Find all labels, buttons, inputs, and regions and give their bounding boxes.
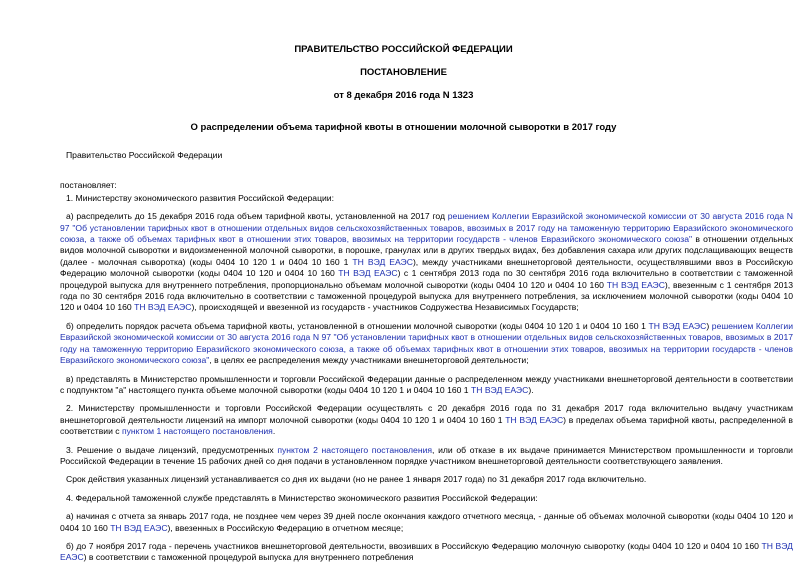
document-link[interactable]: ТН ВЭД ЕАЭС <box>606 279 665 290</box>
paragraph-government <box>60 150 793 161</box>
document-link[interactable]: ТН ВЭД ЕАЭС <box>648 320 707 331</box>
paragraph-text: ), ввезенным с 1 сентября 2013 года по 30 сентября 2016 года включительно в соответствии с таможенной процедурой выпуска для внутреннего потребления, за исключением молочной сыворотки (коды 0404 10 120 и 0404 10 160 <box>60 279 793 313</box>
document-body <box>60 150 793 564</box>
paragraph-text: Правительство Российской Федерации <box>66 150 223 160</box>
paragraph-text: 2. Министерству промышленности и торговли Российской Федерации осуществлять с 20 декабря 2016 года по 31 декабря 2017 года включительно выдачу участникам внешнеторговой деятельности лицензий на импорт молочной сыворотки (коды 0404 10 120 1 и 0404 10 160 1 <box>60 403 793 425</box>
paragraph-text: в) представлять в Министерство промышленности и торговли Российской Федерации данные о распределенном между участниками внешнеторговой деятельности в соответствии с подпунктом "а" настоящего пункта объеме молочной сыворотки (коды 0404 10 120 1 и 0404 10 160 1 <box>60 373 793 395</box>
document-link[interactable]: ТН ВЭД ЕАЭС <box>60 540 793 563</box>
paragraph-text: 4. Федеральной таможенной службе представлять в Министерство экономического развития Российской Федерации: <box>66 492 538 503</box>
paragraph-4 <box>60 493 793 504</box>
paragraph-text: ), происходящей и ввезенной из государств - участников Содружества Независимых Государств; <box>191 302 579 313</box>
paragraph-text: ), ввезенных в Российскую Федерацию в отчетном месяце; <box>167 522 404 533</box>
paragraph-1c <box>60 374 793 397</box>
paragraph-text: постановляет: <box>60 180 117 191</box>
document-link[interactable]: пунктом 1 настоящего постановления <box>121 426 273 437</box>
document-link[interactable]: ТН ВЭД ЕАЭС <box>470 384 529 395</box>
paragraph-4a <box>60 511 793 534</box>
document-link[interactable]: решением Коллегии Евразийской экономической комиссии от 30 августа 2016 года N 97 "Об установлении тарифных квот в отношении отдельных видов сельскохозяйственных товаров, ввозимых в 2017 году на таможенную территорию Евразийского экономического союза, а также об объемах тарифных квот в отношении этих товаров, ввозимых на территории государств - членов Евразийского экономического союза" <box>60 320 794 366</box>
date-number-heading: от 8 декабря 2016 года N 1323 <box>333 90 474 101</box>
paragraph-4b <box>60 541 793 564</box>
paragraph-text: б) определить порядок расчета объема тарифной квоты, установленной в отношении молочной сыворотки (коды 0404 10 120 1 и 0404 10 160 1 <box>66 320 649 331</box>
paragraph-2 <box>60 403 793 437</box>
paragraph-1a <box>60 211 793 314</box>
paragraph-text: ) с 1 сентября 2013 года по 30 сентября 2016 года включительно в соответствии с таможенной процедурой выпуска для внутреннего потребления, пропорционально объемам молочной сыворотки (коды 0404 10 120 и 0404 10 160 <box>60 268 793 290</box>
document-link[interactable]: ТН ВЭД ЕАЭС <box>338 268 398 279</box>
paragraph-text: б) до 7 ноября 2017 года - перечень участников внешнеторговой деятельности, ввозивших в Российскую Федерацию молочную сыворотку (коды 0404 10 120 и 0404 10 160 <box>66 540 762 551</box>
document-link[interactable]: ТН ВЭД ЕАЭС <box>110 522 168 533</box>
paragraph-text: в отношении отдельных видов молочной сыворотки и видоизмененной молочной сыворотки, в порошке, гранулах или в других твердых видах, без добавления сахара или других подслащивающих веществ (далее - молочная сыворотка) (коды 0404 10 120 1 и 0404 10 160 1 <box>60 234 793 267</box>
paragraph-text: ), между участниками внешнеторговой деятельности, осуществлявшими ввоз в Российскую Федерацию молочной сыворотки (коды 0404 10 120 и 0404 10 160 <box>60 256 793 279</box>
paragraph-text: 3. Решение о выдаче лицензий, предусмотренных <box>66 444 278 455</box>
paragraph-3 <box>60 445 793 468</box>
paragraph-text: . <box>272 426 276 437</box>
paragraph-text: , или об отказе в их выдаче принимается Министерством промышленности и торговли Российской Федерации в течение 15 рабочих дней со дня подачи в установленном порядке участником внешнеторговой деятельности соответствующего заявления. <box>60 444 793 466</box>
paragraph-text: а) распределить до 15 декабря 2016 года объем тарифной квоты, установленной на 2017 год <box>66 211 448 222</box>
paragraph-text: а) начиная с отчета за январь 2017 года, не позднее чем через 39 дней после окончания каждого отчетного месяца, - данные об объемах молочной сыворотки (коды 0404 10 120 и 0404 10 160 <box>60 511 793 533</box>
document-link[interactable]: пунктом 2 настоящего постановления <box>277 444 433 455</box>
paragraph-text: 1. Министерству экономического развития Российской Федерации: <box>66 192 334 203</box>
document-title: О распределении объема тарифной квоты в отношении молочной сыворотки в 2017 году <box>190 122 617 133</box>
paragraph-decree <box>60 180 793 191</box>
paragraph-text: ) <box>706 320 712 331</box>
paragraph-text: ). <box>528 384 534 395</box>
paragraph-text: ) в соответствии с таможенной процедурой выпуска для внутреннего потребления <box>83 552 414 563</box>
paragraph-3-term <box>60 474 793 485</box>
paragraph-text: ) в пределах объема тарифной квоты, распределенной в соответствии с <box>60 414 793 437</box>
paragraph-text: Срок действия указанных лицензий устанавливается со дня их выдачи (но не ранее 1 января 2017 года) по 31 декабря 2017 года включительно. <box>66 474 647 485</box>
paragraph-text: , в целях ее распределения между участниками внешнеторговой деятельности; <box>209 355 529 366</box>
document-link[interactable]: решением Коллегии Евразийской экономической комиссии от 30 августа 2016 года N 97 "Об установлении тарифных квот в отношении отдельных видов сельскохозяйственных товаров, ввозимых в 2017 году на таможенную территорию Евразийского экономического союза, а также об объемах тарифных квот в отношении этих товаров, ввозимых на территории государств - членов Евразийского экономического союза" <box>60 211 793 245</box>
document-link[interactable]: ТН ВЭД ЕАЭС <box>352 256 413 267</box>
issuer-heading: ПРАВИТЕЛЬСТВО РОССИЙСКОЙ ФЕДЕРАЦИИ <box>294 44 513 55</box>
document-type-heading: ПОСТАНОВЛЕНИЕ <box>360 67 447 78</box>
document-link[interactable]: ТН ВЭД ЕАЭС <box>505 414 564 425</box>
paragraph-1 <box>60 193 793 204</box>
paragraph-1b <box>60 321 793 367</box>
document-link[interactable]: ТН ВЭД ЕАЭС <box>134 302 192 313</box>
